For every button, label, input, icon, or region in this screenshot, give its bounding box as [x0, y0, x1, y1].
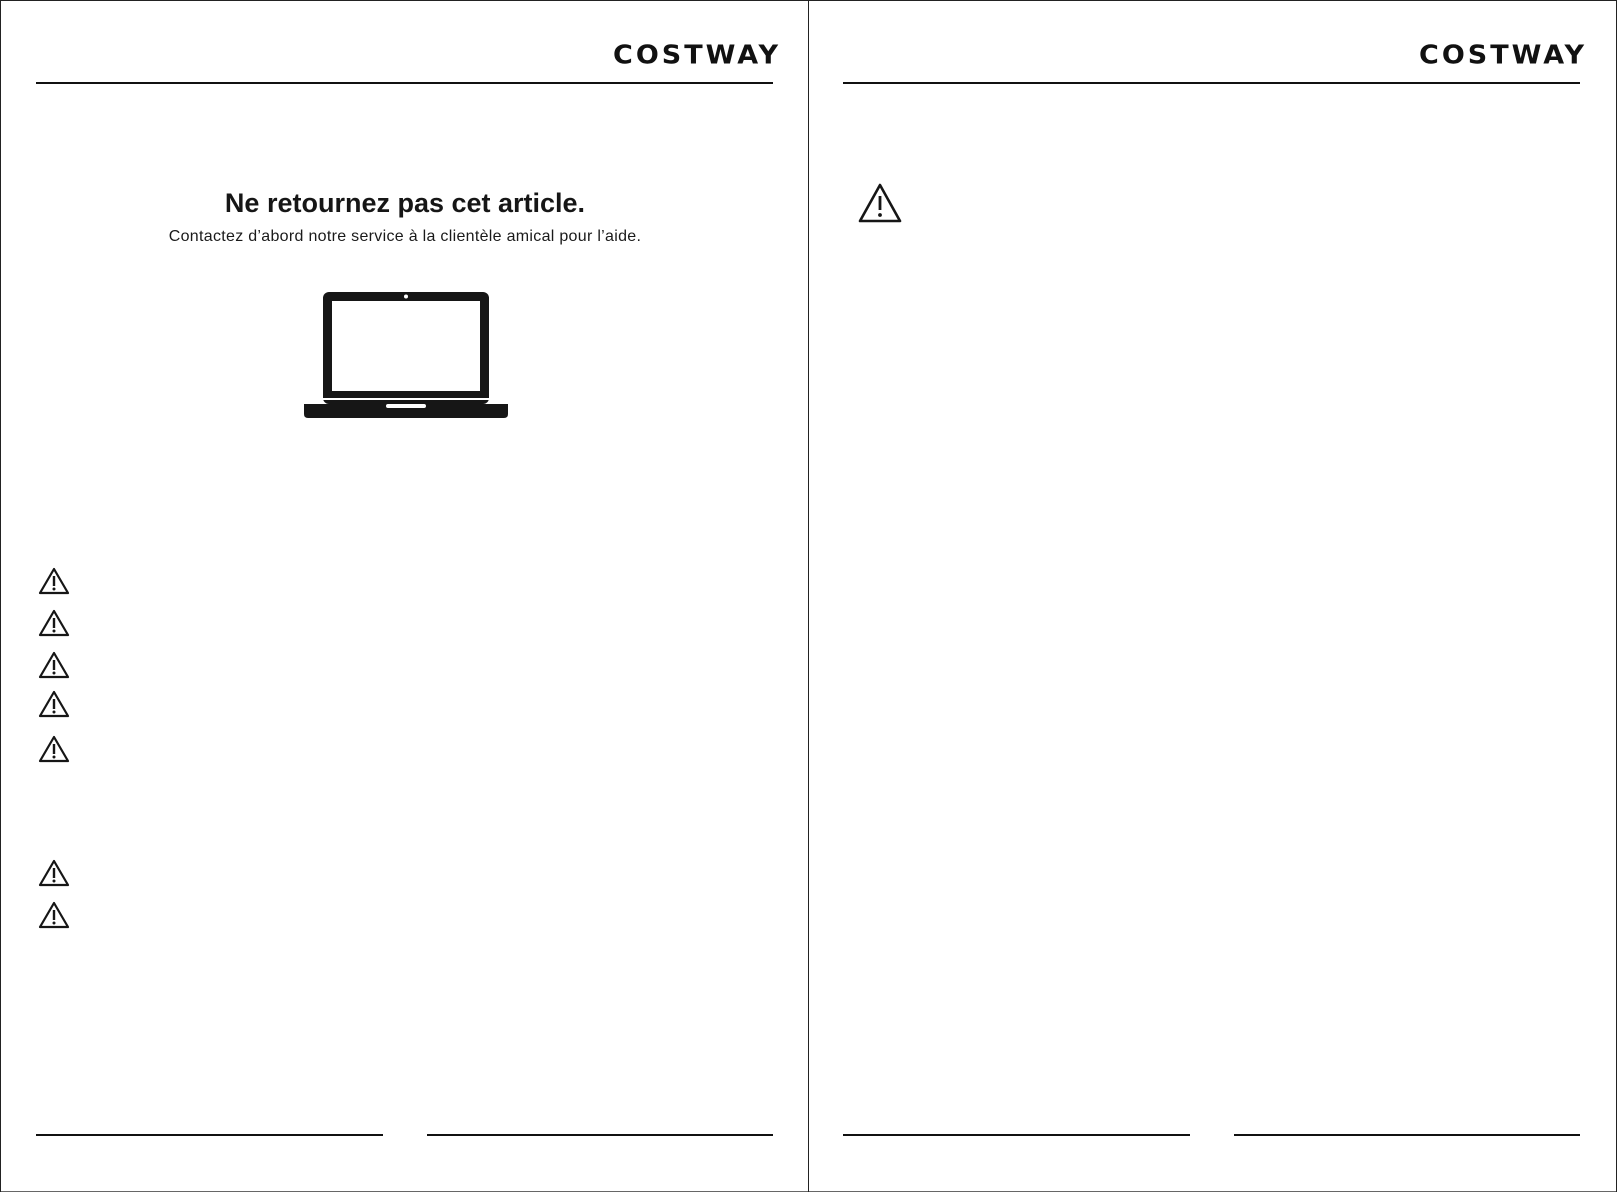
header-rule [36, 82, 773, 84]
warning-icon [38, 901, 70, 929]
footer-rule-right [1234, 1134, 1580, 1136]
warning-icon [38, 735, 70, 763]
laptop-icon [303, 290, 509, 420]
header-rule [843, 82, 1580, 84]
warning-icon [857, 182, 903, 224]
brand-logo: COSTWAY [1419, 40, 1588, 71]
footer-rule-left [36, 1134, 383, 1136]
page-top-edge [1, 0, 808, 1]
warning-icon [38, 859, 70, 887]
brand-logo: COSTWAY [613, 40, 782, 71]
warning-icon [38, 609, 70, 637]
warning-icon [38, 690, 70, 718]
warning-icon [38, 651, 70, 679]
right-page [808, 0, 1617, 1192]
footer-rule-left [843, 1134, 1190, 1136]
page-top-edge [809, 0, 1616, 1]
notice-title: Ne retournez pas cet article. [224, 188, 586, 218]
left-page [0, 0, 808, 1192]
warning-icon [38, 567, 70, 595]
footer-rule-right [427, 1134, 773, 1136]
notice-subtitle: Contactez d’abord notre service à la clientèle amical pour l’aide. [168, 228, 642, 245]
